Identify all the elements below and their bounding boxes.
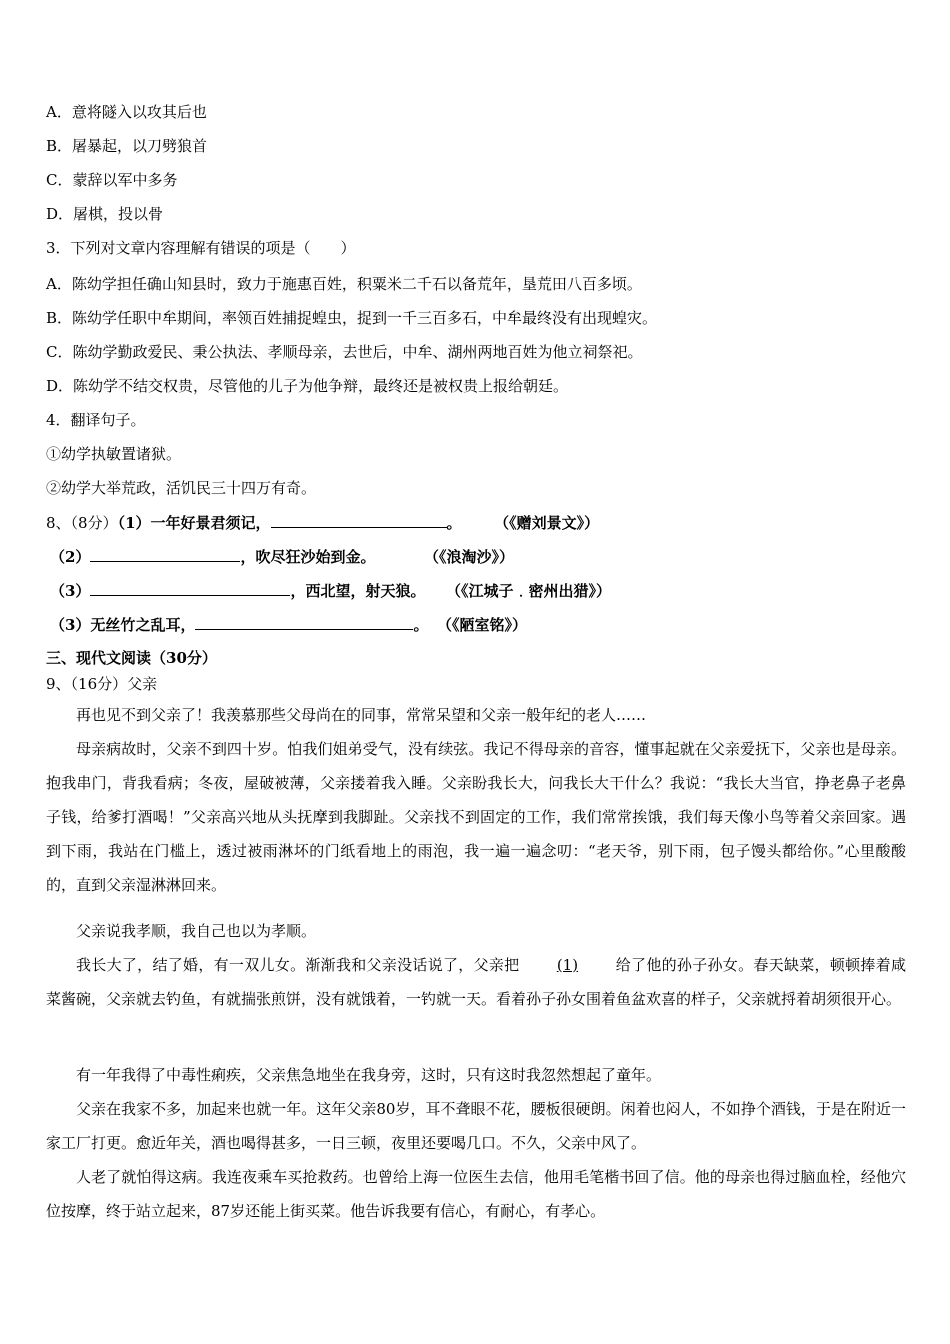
- q4-stem: 4．翻译句子。: [46, 411, 146, 429]
- q8-line1-prompt: （1）一年好景君须记，: [117, 514, 271, 532]
- passage-p6: 父亲在我家不多，加起来也就一年。这年父亲80岁，耳不聋眼不花，腰板很硬朗。闲着也闷人，不如挣个酒钱，于是在附近一家工厂打更。愈近年关，酒也喝得甚多，一日三顿，夜里还要喝几口。不久，父亲中风了。: [46, 1100, 906, 1152]
- q8-blank-1[interactable]: [271, 512, 447, 528]
- q3-option-c: C．陈幼学勤政爱民、秉公执法、孝顺母亲，去世后，中牟、湖州两地百姓为他立祠祭祀。: [46, 343, 643, 361]
- q8-blank-4[interactable]: [195, 614, 413, 630]
- q2-option-a: A．意将隧入以攻其后也: [46, 103, 207, 121]
- q4-item-1: ①幼学执敏置诸狱。: [46, 445, 182, 463]
- q8-line-3: [50, 580, 611, 601]
- q3-option-d: D．陈幼学不结交权贵，尽管他的儿子为他争辩，最终还是被权贵上报给朝廷。: [46, 377, 569, 395]
- passage-p3: 父亲说我孝顺，我自己也以为孝顺。: [76, 922, 317, 940]
- section-heading: 三、现代文阅读（30分）: [46, 649, 217, 667]
- q8-line2-prompt: ，吹尽狂沙始到金。: [240, 548, 376, 566]
- q3-option-a: A．陈幼学担任确山知县时，致力于施惠百姓，积粟米二千石以备荒年，垦荒田八百多顷。: [46, 275, 642, 293]
- q8-blank-3[interactable]: [90, 580, 290, 596]
- q8-blank-2[interactable]: [90, 546, 240, 562]
- q9-title: 9、（16分）父亲: [46, 675, 158, 693]
- q8-line-4: [50, 614, 527, 635]
- q8-number: 8、（8分）: [46, 514, 118, 532]
- q8-line3-number: （3）: [50, 582, 91, 600]
- q2-option-d: D．屠棋，投以骨: [46, 205, 164, 223]
- passage-p1: 再也见不到父亲了！我羡慕那些父母尚在的同事，常常呆望和父亲一般年纪的老人……: [76, 706, 647, 724]
- q8-line-2: [50, 546, 514, 567]
- q8-line4-end: 。: [413, 616, 429, 634]
- passage-p5: 有一年我得了中毒性痢疾，父亲焦急地坐在我身旁，这时，只有这时我忽然想起了童年。: [76, 1066, 662, 1084]
- passage-p2: 母亲病故时，父亲不到四十岁。怕我们姐弟受气，没有续弦。我记不得母亲的音容，懂事起就在父亲爱抚下，父亲也是母亲。抱我串门，背我看病；冬夜，屋破被薄，父亲搂着我入睡。父亲盼我长大，问我长大干什么？我说：“我长大当官，挣老鼻子老鼻子钱，给爹打酒喝！”父亲高兴地从头抚摩到我脚趾。父亲找不到固定的工作，我们常常挨饿，我们每天像小鸟等着父亲回家。遇到下雨，我站在门槛上，透过被雨淋坏的门纸看地上的雨泡，我一遍一遍念叨：“老天爷，别下雨，包子馒头都给你。”心里酸酸的，直到父亲湿淋淋回来。: [46, 740, 906, 894]
- passage-p4: [46, 948, 906, 1016]
- p4-text-b: 给了他的孙子孙女。春天缺菜，顿顿捧着咸菜酱碗，父亲就去钓鱼，有就揣张煎饼，没有就饿着，一钓就一天。看着孙子孙女围着鱼盆欢喜的样子，父亲就捋着胡须很开心。: [46, 956, 906, 1008]
- q8-line4-source: （《陋室铭》）: [444, 616, 527, 634]
- q8-line4-prompt: （3）无丝竹之乱耳，: [50, 616, 196, 634]
- q8-line2-source: （《浪淘沙》）: [431, 548, 514, 566]
- q8-line-1: [46, 512, 599, 533]
- p4-text-a: 我长大了，结了婚，有一双儿女。渐渐我和父亲没话说了，父亲把: [76, 956, 520, 974]
- q8-line3-prompt: ，西北望，射天狼。: [290, 582, 426, 600]
- q3-stem: 3．下列对文章内容理解有错误的项是（ ）: [46, 239, 356, 257]
- q8-line2-number: （2）: [50, 548, 91, 566]
- q2-option-b: B．屠暴起，以刀劈狼首: [46, 137, 208, 155]
- q8-line1-end: 。: [446, 514, 462, 532]
- q8-line1-source: （《赠刘景文》）: [501, 514, 600, 532]
- q8-line3-source: （《江城子﹒密州出猎》）: [453, 582, 611, 600]
- q3-option-b: B．陈幼学任职中牟期间，率领百姓捕捉蝗虫，捉到一千三百多石，中牟最终没有出现蝗灾。: [46, 309, 658, 327]
- passage-p7: 人老了就怕得这病。我连夜乘车买抢救药。也曾给上海一位医生去信，他用毛笔楷书回了信。他的母亲也得过脑血栓，经他穴位按摩，终于站立起来，87岁还能上街买菜。他告诉我要有信心，有耐心，有孝心。: [46, 1168, 906, 1220]
- q2-option-c: C．蒙辞以军中多务: [46, 171, 178, 189]
- answer-gap-1[interactable]: (1): [556, 956, 579, 974]
- q4-item-2: ②幼学大举荒政，活饥民三十四万有奇。: [46, 479, 317, 497]
